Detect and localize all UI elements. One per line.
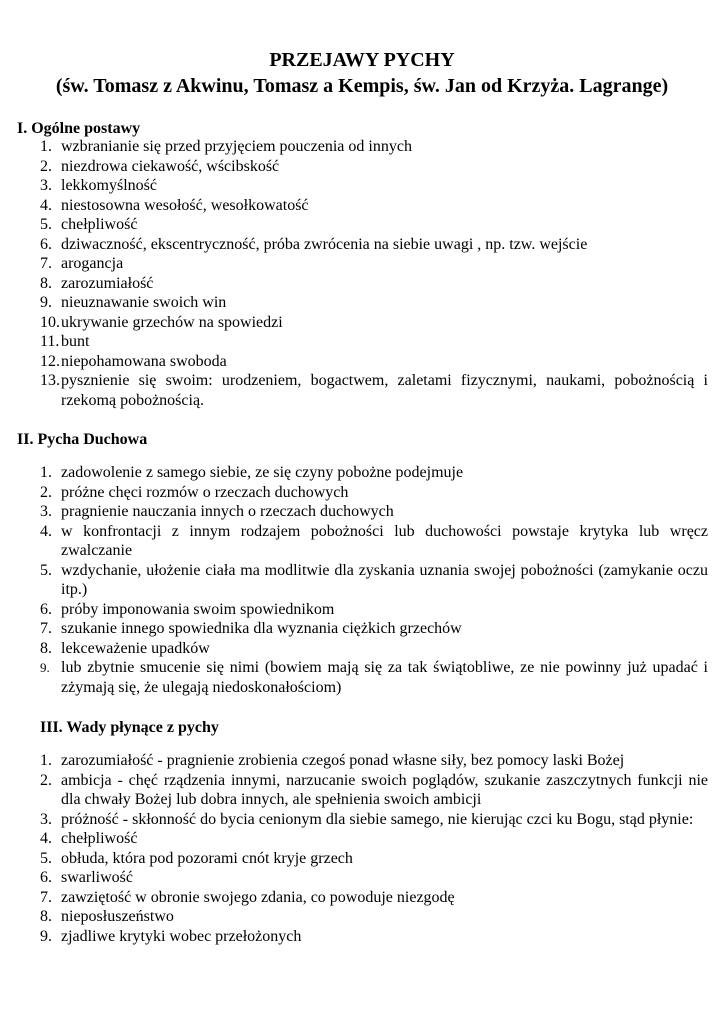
list-item-number: 2.: [40, 771, 52, 789]
list-item: [40, 176, 708, 196]
list-item-text: bunt: [61, 333, 90, 350]
list-item-text: zadowolenie z samego siebie, ze się czyny pobożne podejmuje: [61, 464, 464, 481]
list-item-number: 4.: [40, 830, 52, 847]
section-heading-2: II. Pycha Duchowa: [17, 431, 148, 448]
list-item: [40, 215, 708, 235]
list-item-text: zawziętość w obronie swojego zdania, co powoduje niezgodę: [61, 888, 455, 906]
list-item: [40, 888, 708, 908]
list-item-number: 8.: [40, 274, 52, 292]
list-item-number: 1.: [40, 464, 52, 481]
list-item-number: 4.: [40, 196, 52, 214]
list-item: [40, 868, 708, 888]
document-subtitle: (św. Tomasz z Akwinu, Tomasz a Kempis, św. Jan od Krzyża. Lagrange): [55, 75, 669, 97]
list-item-text: niepohamowana swoboda: [61, 352, 227, 370]
list-item-number: 3.: [40, 503, 52, 520]
list-item: [40, 810, 708, 830]
list-item-number: 6.: [40, 869, 52, 886]
section-2-list: [40, 463, 708, 697]
list-item: [40, 927, 708, 947]
list-item-text: ambicja - chęć rządzenia innymi, narzucanie swoich poglądów, szukanie zaszczytnych funkcji nie dla chwały Bożej lub dobra innych, ale spełnienia swoich ambicji: [61, 771, 708, 808]
list-item-text: ukrywanie grzechów na spowiedzi: [61, 313, 283, 331]
list-item-text: w konfrontacji z innym rodzajem pobożności lub duchowości powstaje krytyka lub wręcz zwalczanie: [61, 522, 708, 559]
list-item-text: próby imponowania swoim spowiednikom: [61, 600, 335, 618]
list-item: [40, 600, 708, 620]
list-item: [40, 463, 708, 483]
list-item-number: 5.: [40, 849, 52, 867]
list-item-number: 4.: [40, 522, 52, 540]
list-item-text: chełpliwość: [61, 216, 138, 233]
list-item-number: 3.: [40, 177, 52, 194]
list-item-text: szukanie innego spowiednika dla wyznania ciężkich grzechów: [61, 620, 462, 637]
list-item-text: arogancja: [61, 255, 124, 272]
list-item-text: próżne chęci rozmów o rzeczach duchowych: [61, 483, 349, 501]
list-item-text: lekkomyślność: [61, 177, 157, 194]
list-item-text: niezdrowa ciekawość, wścibskość: [61, 157, 280, 175]
list-item: [40, 293, 708, 313]
list-item-text: swarliwość: [61, 869, 133, 886]
list-item-text: nieuznawanie swoich win: [61, 294, 227, 311]
list-item-number: 12.: [40, 352, 60, 370]
list-item-number: 3.: [40, 810, 52, 828]
list-item-number: 13.: [40, 372, 60, 389]
list-item: [40, 483, 708, 503]
list-item-text: lub zbytnie smucenie się nimi (bowiem mają się za tak świątobliwe, ze nie powinny już upadać i zżymają się, że ulegają niedoskonałościom): [61, 659, 708, 696]
list-item-number: 11.: [40, 333, 60, 350]
document-title: PRZEJAWY PYCHY: [269, 49, 455, 71]
list-item: [40, 522, 708, 561]
list-item-text: niestosowna wesołość, wesołkowatość: [61, 196, 309, 214]
list-item-text: chełpliwość: [61, 830, 138, 847]
list-item: [40, 639, 708, 659]
list-item: [40, 619, 708, 639]
list-item-text: pysznienie się swoim: urodzeniem, bogactwem, zaletami fizycznymi, naukami, pobożnością i rzekomą pobożnością.: [61, 372, 708, 409]
list-item: [40, 196, 708, 216]
list-item-number: 6.: [40, 235, 52, 253]
section-heading-3: III. Wady płynące z pychy: [40, 719, 219, 736]
list-item: [40, 313, 708, 333]
list-item-number: 7.: [40, 255, 52, 272]
list-item: [40, 907, 708, 927]
list-item-number: 1.: [40, 138, 52, 155]
list-item: [40, 502, 708, 522]
section-heading-1: I. Ogólne postawy: [17, 120, 141, 137]
list-item-text: obłuda, która pod pozorami cnót kryje grzech: [61, 849, 353, 867]
list-item-number: 1.: [40, 752, 52, 769]
list-item-number: 7.: [40, 620, 52, 637]
list-item: [40, 254, 708, 274]
list-item-number: 9.: [40, 927, 52, 945]
list-item-number: 7.: [40, 888, 52, 906]
list-item-number: 2.: [40, 157, 52, 175]
list-item: [40, 274, 708, 294]
list-item: [40, 658, 708, 697]
list-item: [40, 157, 708, 177]
list-item: [40, 371, 708, 410]
list-item-text: zarozumiałość - pragnienie zrobienia czegoś ponad własne siły, bez pomocy laski Bożej: [61, 752, 625, 769]
list-item: [40, 137, 708, 157]
list-item: [40, 829, 708, 849]
list-item-text: dziwaczność, ekscentryczność, próba zwrócenia na siebie uwagi , np. tzw. wejście: [61, 235, 588, 253]
list-item-text: zjadliwe krytyki wobec przełożonych: [61, 927, 302, 945]
list-item-text: zarozumiałość: [61, 274, 154, 292]
list-item-text: próżność - skłonność do bycia cenionym dla siebie samego, nie kierując czci ku Bogu, stąd płynie:: [61, 810, 694, 828]
list-item-text: wzbranianie się przed przyjęciem pouczenia od innych: [61, 138, 412, 155]
list-item: [40, 561, 708, 600]
list-item-number: 5.: [40, 216, 52, 233]
list-item: [40, 771, 708, 810]
list-item-text: wzdychanie, ułożenie ciała ma modlitwie dla zyskania uznania swojej pobożności (zamykanie oczu itp.): [61, 561, 708, 598]
list-item-number: 2.: [40, 483, 52, 501]
list-item-number: 10.: [40, 313, 60, 331]
list-item-number: 9.: [40, 660, 50, 675]
section-3-list: [40, 751, 708, 946]
list-item: [40, 849, 708, 869]
list-item-number: 8.: [40, 639, 52, 657]
list-item-text: pragnienie nauczania innych o rzeczach duchowych: [61, 503, 394, 520]
list-item-text: lekceważenie upadków: [61, 639, 210, 657]
list-item-number: 8.: [40, 908, 52, 925]
list-item: [40, 235, 708, 255]
list-item: [40, 332, 708, 352]
list-item-text: nieposłuszeństwo: [61, 908, 174, 925]
list-item-number: 5.: [40, 561, 52, 579]
list-item-number: 6.: [40, 600, 52, 618]
list-item: [40, 751, 708, 771]
list-item: [40, 352, 708, 372]
section-1-list: [40, 137, 708, 410]
list-item-number: 9.: [40, 294, 52, 311]
